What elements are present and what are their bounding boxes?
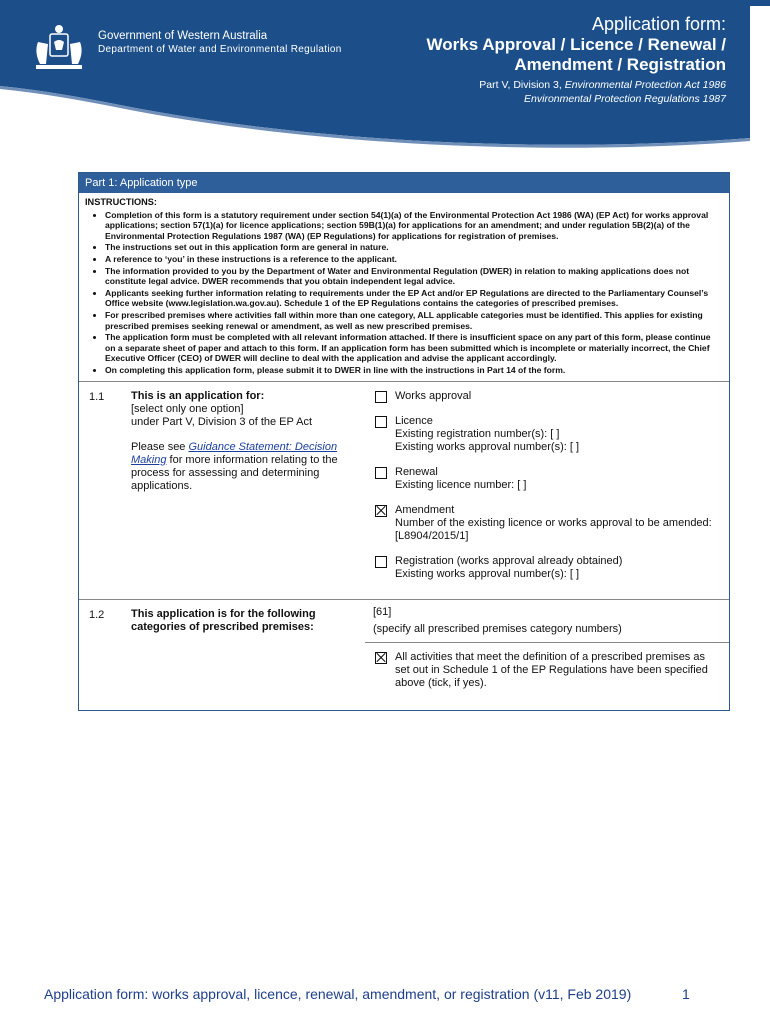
categories-field[interactable] — [365, 606, 729, 643]
sub-prefix: Part V, Division 3, — [479, 79, 565, 91]
option-checkbox[interactable] — [375, 505, 387, 517]
question-1-1 — [79, 381, 729, 599]
page-number: 1 — [682, 986, 690, 1002]
option-detail: Number of the existing licence or works approval to be amended: [L8904/2015/1] — [395, 516, 712, 542]
option-body — [395, 415, 579, 454]
part1-section — [78, 172, 730, 711]
application-option[interactable] — [373, 504, 723, 543]
option-body — [395, 555, 622, 581]
guidance-suffix: for more information relating to the process for assessing and determining applications. — [131, 453, 338, 492]
option-detail: Existing works approval number(s): [ ] — [395, 440, 580, 453]
categories-value: [61] — [373, 605, 392, 618]
title-line-1: Application form: — [591, 14, 726, 34]
guidance-note — [131, 441, 365, 493]
instruction-item: • The application form must be completed with all relevant information attached. If there is insufficient space on any part of this form, please continue on a separate sheet of paper and attach to this form. If an application form has been submitted which is incomplete or materially incorrect, the Chief Executive Officer (CEO) of DWER will decline to deal with the application and advise the applicant accordingly. — [105, 332, 723, 364]
option-checkbox[interactable] — [375, 416, 387, 428]
gov-name: Government of Western Australia — [98, 30, 268, 42]
question-text — [131, 600, 365, 710]
instruction-item: • The instructions set out in this application form are general in nature. — [105, 242, 723, 253]
categories-answer — [365, 600, 729, 710]
wa-coat-of-arms-icon — [30, 22, 88, 74]
question-title: This application is for the following categories of prescribed premises: — [131, 607, 316, 633]
option-label: Licence — [395, 414, 433, 427]
option-detail: Existing licence number: [ ] — [395, 478, 527, 491]
option-label: Works approval — [395, 389, 472, 402]
question-1-2 — [79, 599, 729, 710]
instruction-item: • A reference to ‘you’ in these instructions is a reference to the applicant. — [105, 254, 723, 265]
question-number: 1.2 — [89, 608, 105, 621]
option-label: Registration (works approval already obtained) — [395, 554, 623, 567]
option-detail: Existing works approval number(s): [ ] — [395, 567, 580, 580]
instruction-item: • Completion of this form is a statutory requirement under section 54(1)(a) of the Environmental Protection Act 1986 (WA) (EP Act) for works approval applications; section 57(1)(a) for licence applications; section 59B(1)(a) for applications for an amendment; and under regulation 5B(2)(a) of the Environmental Protection Regulations 1987 (WA) (EP Regulations) for applications for registration of premises. — [105, 210, 723, 242]
instruction-item: • For prescribed premises where activities fall within more than one category, ALL applicable categories must be identified. This applies for existing prescribed premises seeking renewal or amendment, as well as new prescribed premises. — [105, 310, 723, 331]
government-branding — [98, 30, 342, 56]
option-detail: Existing registration number(s): [ ] — [395, 427, 560, 440]
question-text — [131, 382, 365, 599]
option-label: Renewal — [395, 465, 438, 478]
option-body — [395, 390, 471, 403]
form-title — [427, 14, 726, 75]
option-checkbox[interactable] — [375, 556, 387, 568]
title-line-3: Amendment / Registration — [514, 55, 726, 74]
instructions-list — [85, 210, 723, 376]
legislation-reference — [479, 78, 726, 106]
application-option[interactable] — [373, 415, 723, 454]
confirm-option[interactable] — [365, 643, 729, 690]
confirm-checkbox[interactable] — [375, 652, 387, 664]
footer-text: Application form: works approval, licence, renewal, amendment, or registration (v11, Feb 2019) — [44, 986, 632, 1002]
option-label: Amendment — [395, 503, 455, 516]
part1-heading: Part 1: Application type — [79, 173, 729, 193]
question-note: under Part V, Division 3 of the EP Act — [131, 415, 312, 428]
option-body — [395, 504, 723, 543]
application-option[interactable] — [373, 466, 723, 492]
option-body — [395, 466, 526, 492]
title-line-2: Works Approval / Licence / Renewal / — [426, 35, 726, 54]
instructions-label: INSTRUCTIONS: — [85, 197, 157, 207]
guidance-prefix: Please see — [131, 440, 189, 453]
option-checkbox[interactable] — [375, 467, 387, 479]
application-option[interactable] — [373, 555, 723, 581]
act-name: Environmental Protection Act 1986 — [564, 79, 726, 91]
guidance-link[interactable]: Guidance Statement: Decision Making — [131, 440, 338, 466]
categories-hint: (specify all prescribed premises category numbers) — [373, 622, 622, 635]
question-title: This is an application for: — [131, 389, 265, 402]
instructions — [79, 193, 729, 381]
option-checkbox[interactable] — [375, 391, 387, 403]
department-name: Department of Water and Environmental Regulation — [98, 44, 342, 55]
application-option[interactable] — [373, 390, 723, 403]
application-options — [365, 382, 729, 599]
instruction-item: • The information provided to you by the Department of Water and Environmental Regulation (DWER) in relation to making applications does not constitute legal advice. DWER recommends that you obtain independent legal advice. — [105, 266, 723, 287]
question-note: [select only one option] — [131, 402, 244, 415]
instruction-item: • Applicants seeking further information relating to requirements under the EP Act and/or EP Regulations are directed to the Parliamentary Counsel’s Office website (www.legislation.wa.gov.au). Schedule 1 of the EP Regulations contains the categories of prescribed premises. — [105, 288, 723, 309]
question-number: 1.1 — [89, 390, 105, 403]
confirm-label: All activities that meet the definition of a prescribed premises as set out in Schedule 1 of the EP Regulations have been specified above (tick, if yes). — [395, 650, 708, 689]
instruction-item: • On completing this application form, please submit it to DWER in line with the instructions in Part 14 of the form. — [105, 365, 723, 376]
regulations-name: Environmental Protection Regulations 1987 — [524, 93, 726, 105]
